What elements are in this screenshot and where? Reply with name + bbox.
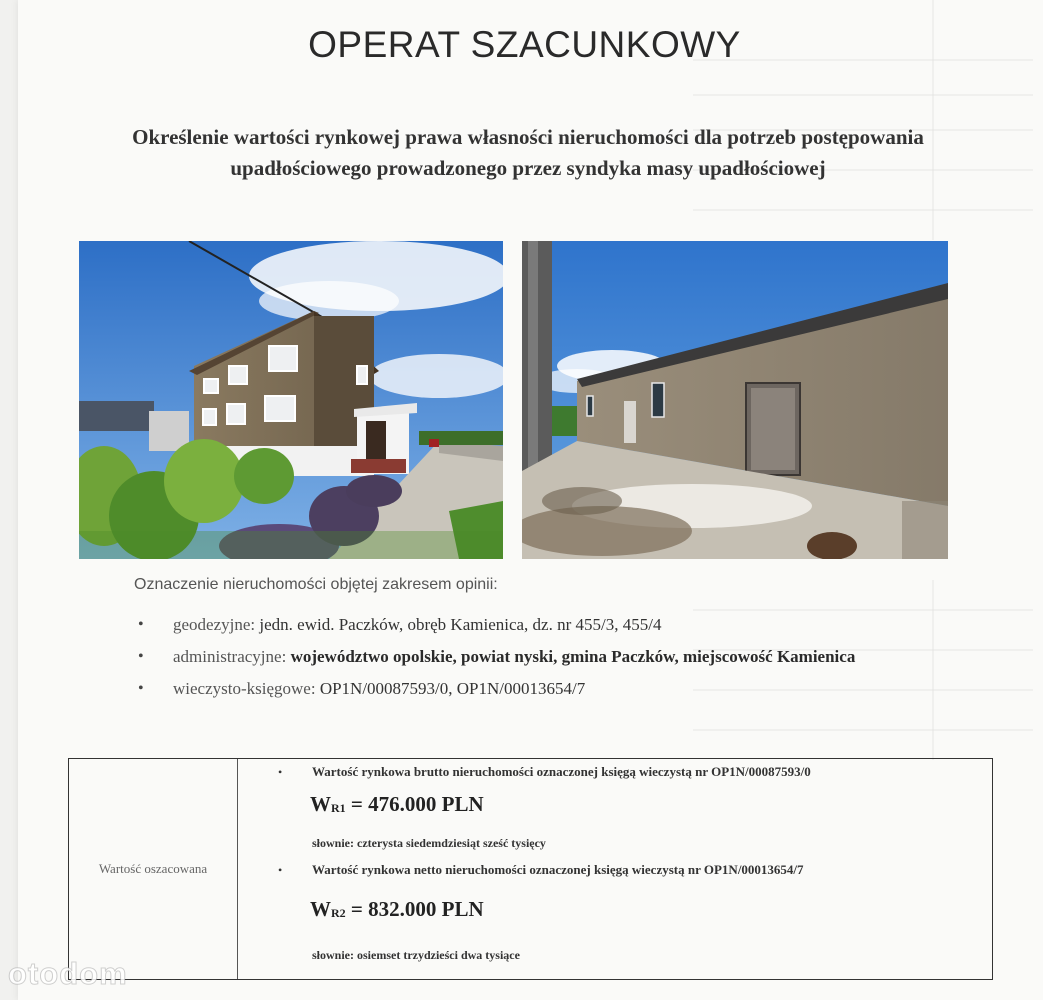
valuation-item-1-symbol: W [310,792,331,816]
land-register-label: wieczysto-księgowe: [173,679,320,698]
valuation-label: Wartość oszacowana [98,861,208,876]
document-page [18,0,1043,1000]
property-heading: Oznaczenie nieruchomości objętej zakresem opinii: [134,576,498,593]
administrative-label: administracyjne: [173,647,291,666]
barn-photo [522,241,948,559]
document-title: OPERAT SZACUNKOWY [308,24,741,65]
valuation-label-cell [69,759,238,979]
valuation-item-1-description: Wartość rynkowa brutto nieruchomości oznaczonej księgą wieczystą nr OP1N/00087593/0 [312,764,811,779]
valuation-item-1-subscript: R1 [331,801,346,815]
valuation-item-2-description: Wartość rynkowa netto nieruchomości oznaczonej księgą wieczystą nr OP1N/00013654/7 [312,862,804,877]
geodetic-value: jedn. ewid. Paczków, obręb Kamienica, dz. nr 455/3, 455/4 [259,615,662,634]
geodetic-label: geodezyjne: [173,615,260,634]
property-designation-list [134,614,946,710]
valuation-item-1-in-words: słownie: czterysta siedemdziesiąt sześć tysięcy [312,836,546,850]
valuation-content-cell [238,759,992,979]
valuation-item-2-symbol: W [310,897,331,921]
valuation-item-2-in-words: słownie: osiemset trzydzieści dwa tysiące [312,948,520,962]
list-item-land-register [134,678,946,700]
valuation-item-1-amount: = 476.000 PLN [345,792,484,816]
valuation-table [68,758,993,980]
bullet-icon: • [278,765,283,779]
house-photo [79,241,503,559]
administrative-value: województwo opolskie, powiat nyski, gmina Paczków, miejscowość Kamienica [290,647,856,666]
valuation-item-2-amount: = 832.000 PLN [345,897,484,921]
otodom-watermark: otodom [8,956,128,991]
valuation-item-2-value [310,897,484,922]
bullet-icon: • [278,863,283,877]
list-item-administrative [134,646,946,668]
valuation-item-2-subscript: R2 [331,906,346,920]
land-register-value: OP1N/00087593/0, OP1N/00013654/7 [319,679,586,698]
list-item-geodetic [134,614,946,636]
document-subtitle: Określenie wartości rynkowej prawa własności nieruchomości dla potrzeb postępowania upadłościowego prowadzonego przez syndyka masy upadłościowej [132,125,924,180]
valuation-item-1-value [310,792,484,817]
